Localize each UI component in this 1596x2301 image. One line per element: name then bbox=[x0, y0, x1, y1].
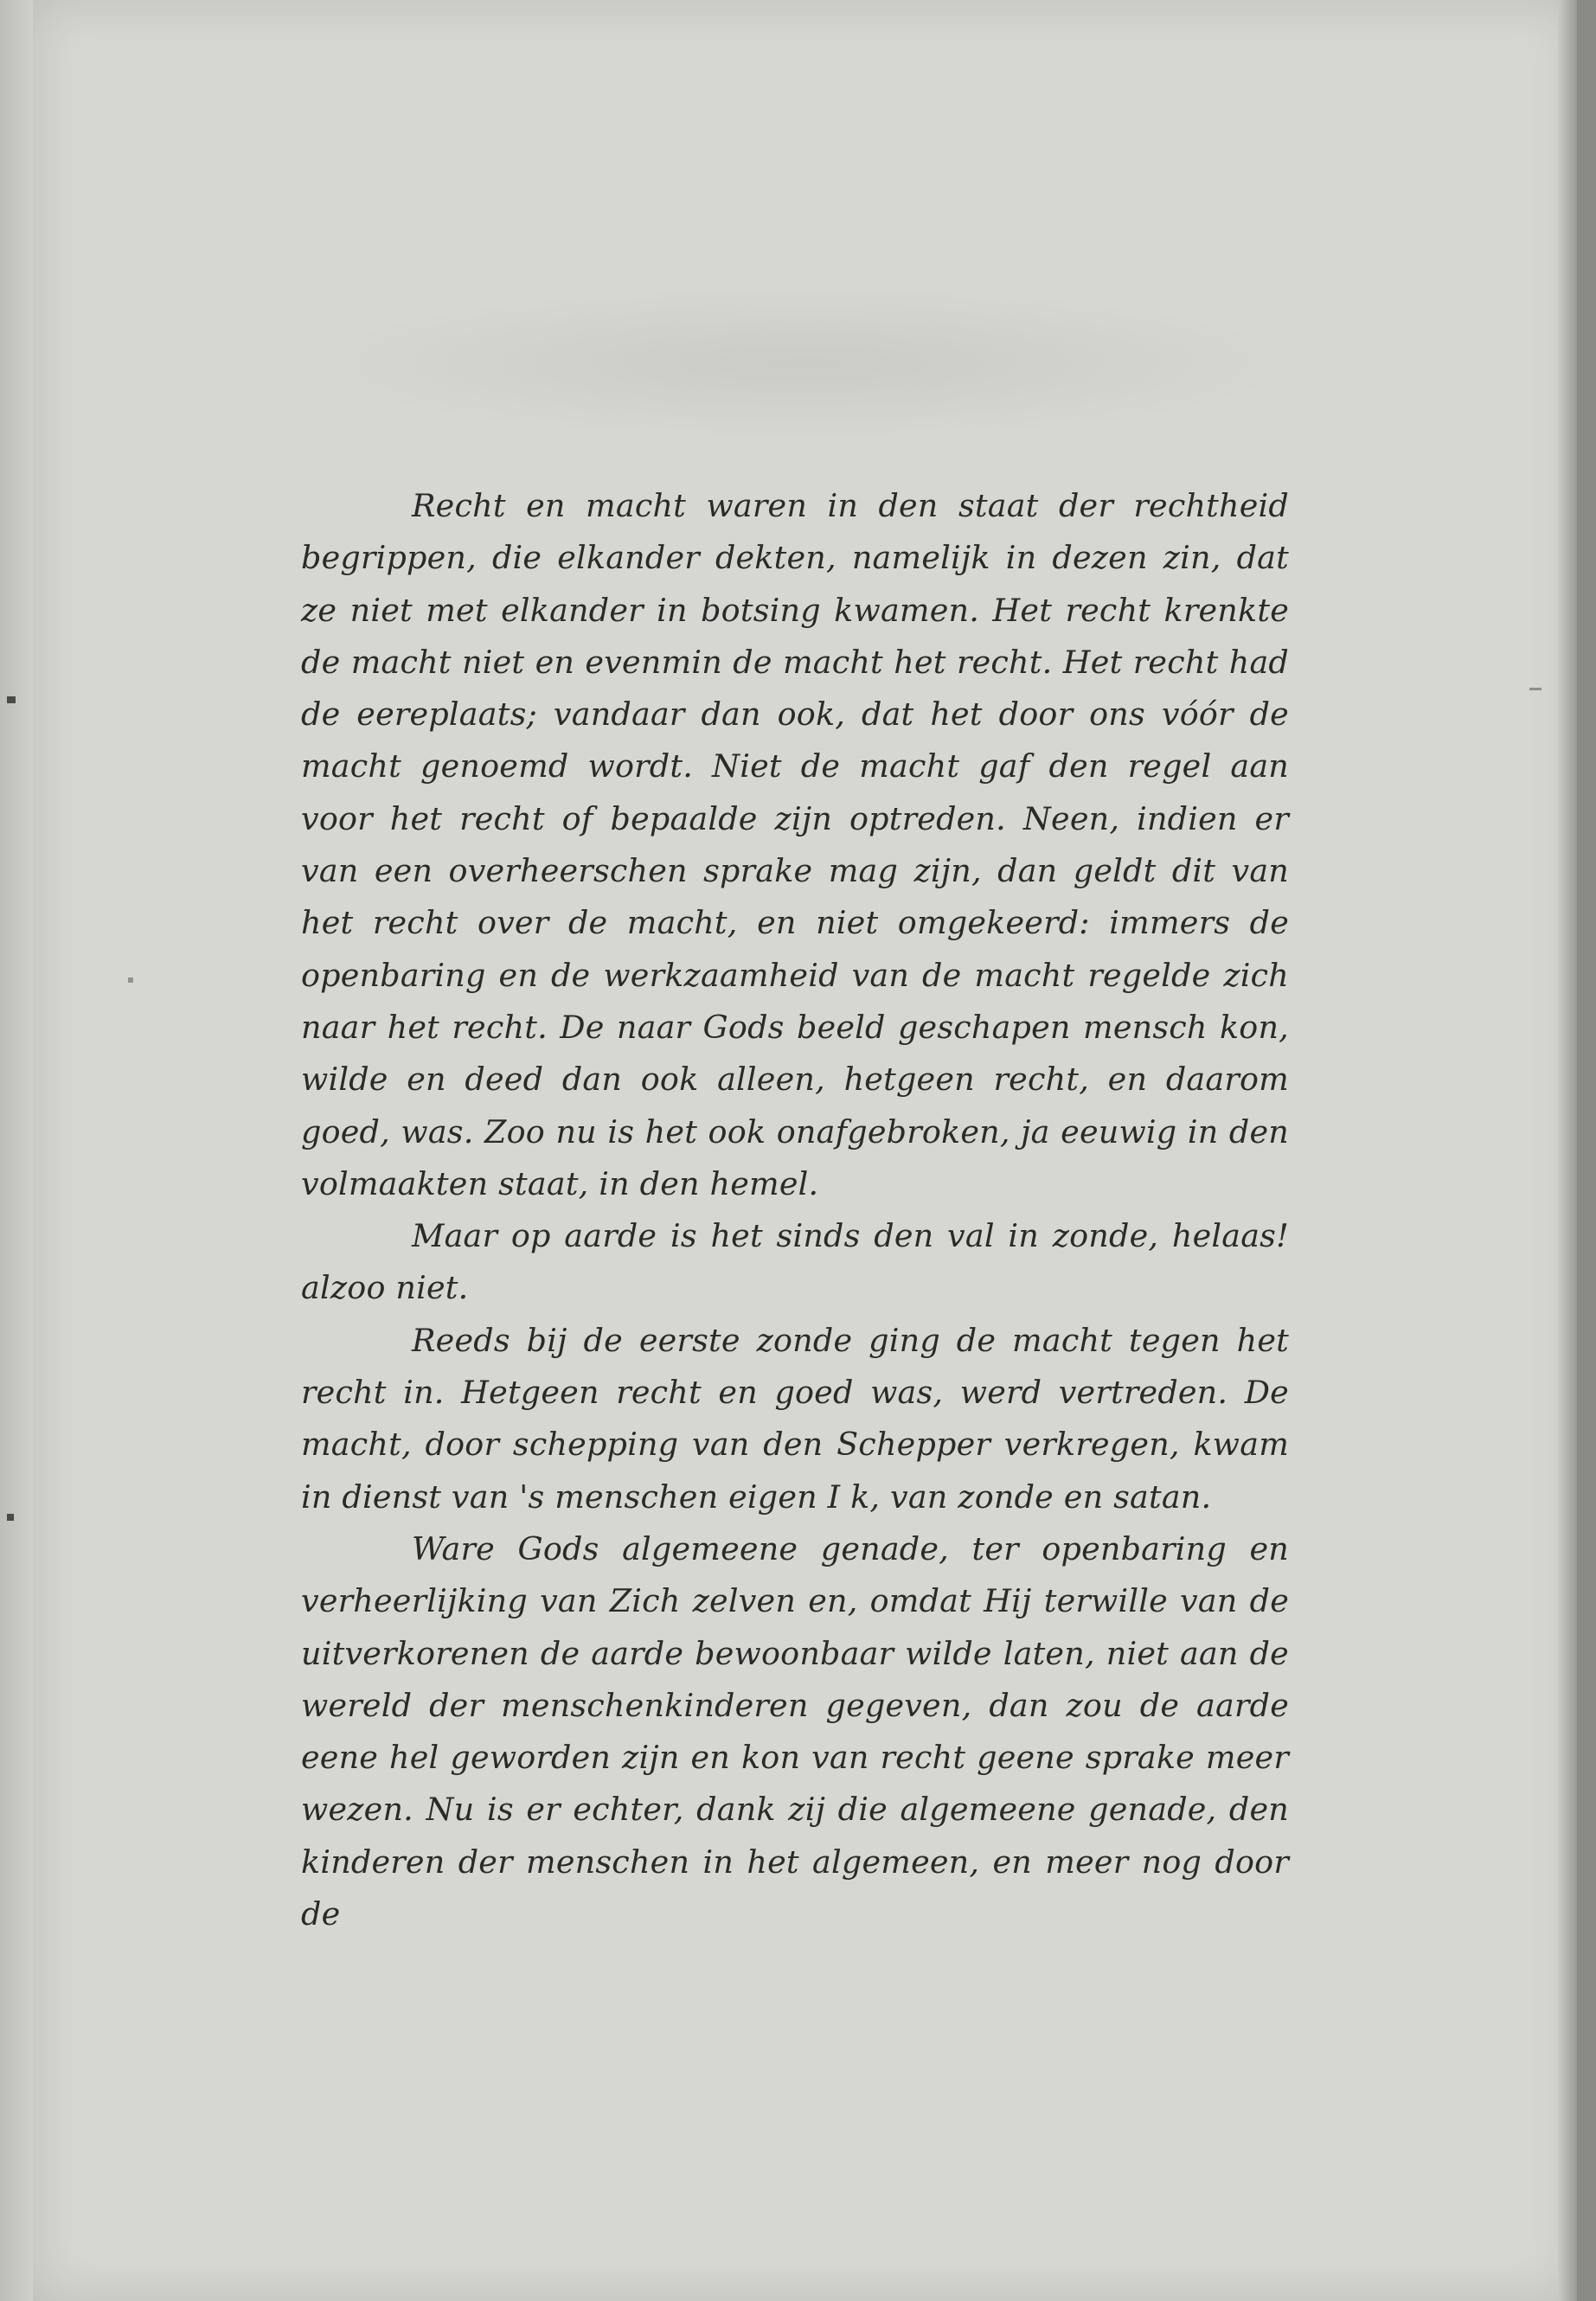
scan-speck bbox=[1529, 688, 1542, 690]
scan-speck bbox=[7, 1514, 14, 1521]
paragraph-1: Recht en macht waren in den staat der rechtheid begrippen, die elkander dekten, namelijk in dezen zin, dat ze niet met elkander in botsing kwamen. Het recht krenkte de macht niet en evenmin de macht het recht. Het recht had de eereplaats; vandaar dan ook, dat het door ons vóór de macht genoemd wordt. Niet de macht gaf den regel aan voor het recht of bepaalde zijn optreden. Neen, indien er van een overheerschen sprake mag zijn, dan geldt dit van het recht over de macht, en niet omgekeerd: immers de openbaring en de werkzaamheid van de macht regelde zich naar het recht. De naar Gods beeld geschapen mensch kon, wilde en deed dan ook alleen, hetgeen recht, en daarom goed, was. Zoo nu is het ook onafgebroken, ja eeuwig in den volmaakten staat, in den hemel. bbox=[301, 487, 1289, 1202]
scan-speck bbox=[128, 977, 133, 983]
scan-speck bbox=[7, 696, 16, 703]
page-right-edge bbox=[1558, 0, 1577, 2301]
body-text bbox=[301, 480, 1289, 1940]
page-left-edge bbox=[0, 0, 33, 2301]
paragraph-3: Reeds bij de eerste zonde ging de macht tegen het recht in. Hetgeen recht en goed was, werd vertreden. De macht, door schepping van den Schepper verkregen, kwam in dienst van 's menschen eigen I k, van zonde en satan. bbox=[301, 1321, 1289, 1516]
bleed-through-shadow bbox=[292, 285, 1313, 441]
book-page bbox=[33, 0, 1577, 2301]
paragraph-4: Ware Gods algemeene genade, ter openbaring en verheerlijking van Zich zelven en, omdat Hij terwille van de uitverkorenen de aarde bewoonbaar wilde laten, niet aan de wereld der menschenkinderen gegeven, dan zou de aarde eene hel geworden zijn en kon van recht geene sprake meer wezen. Nu is er echter, dank zij die algemeene genade, den kinderen der menschen in het algemeen, en meer nog door de bbox=[301, 1529, 1289, 1933]
paragraph-2: Maar op aarde is het sinds den val in zonde, helaas! alzoo niet. bbox=[301, 1217, 1289, 1307]
